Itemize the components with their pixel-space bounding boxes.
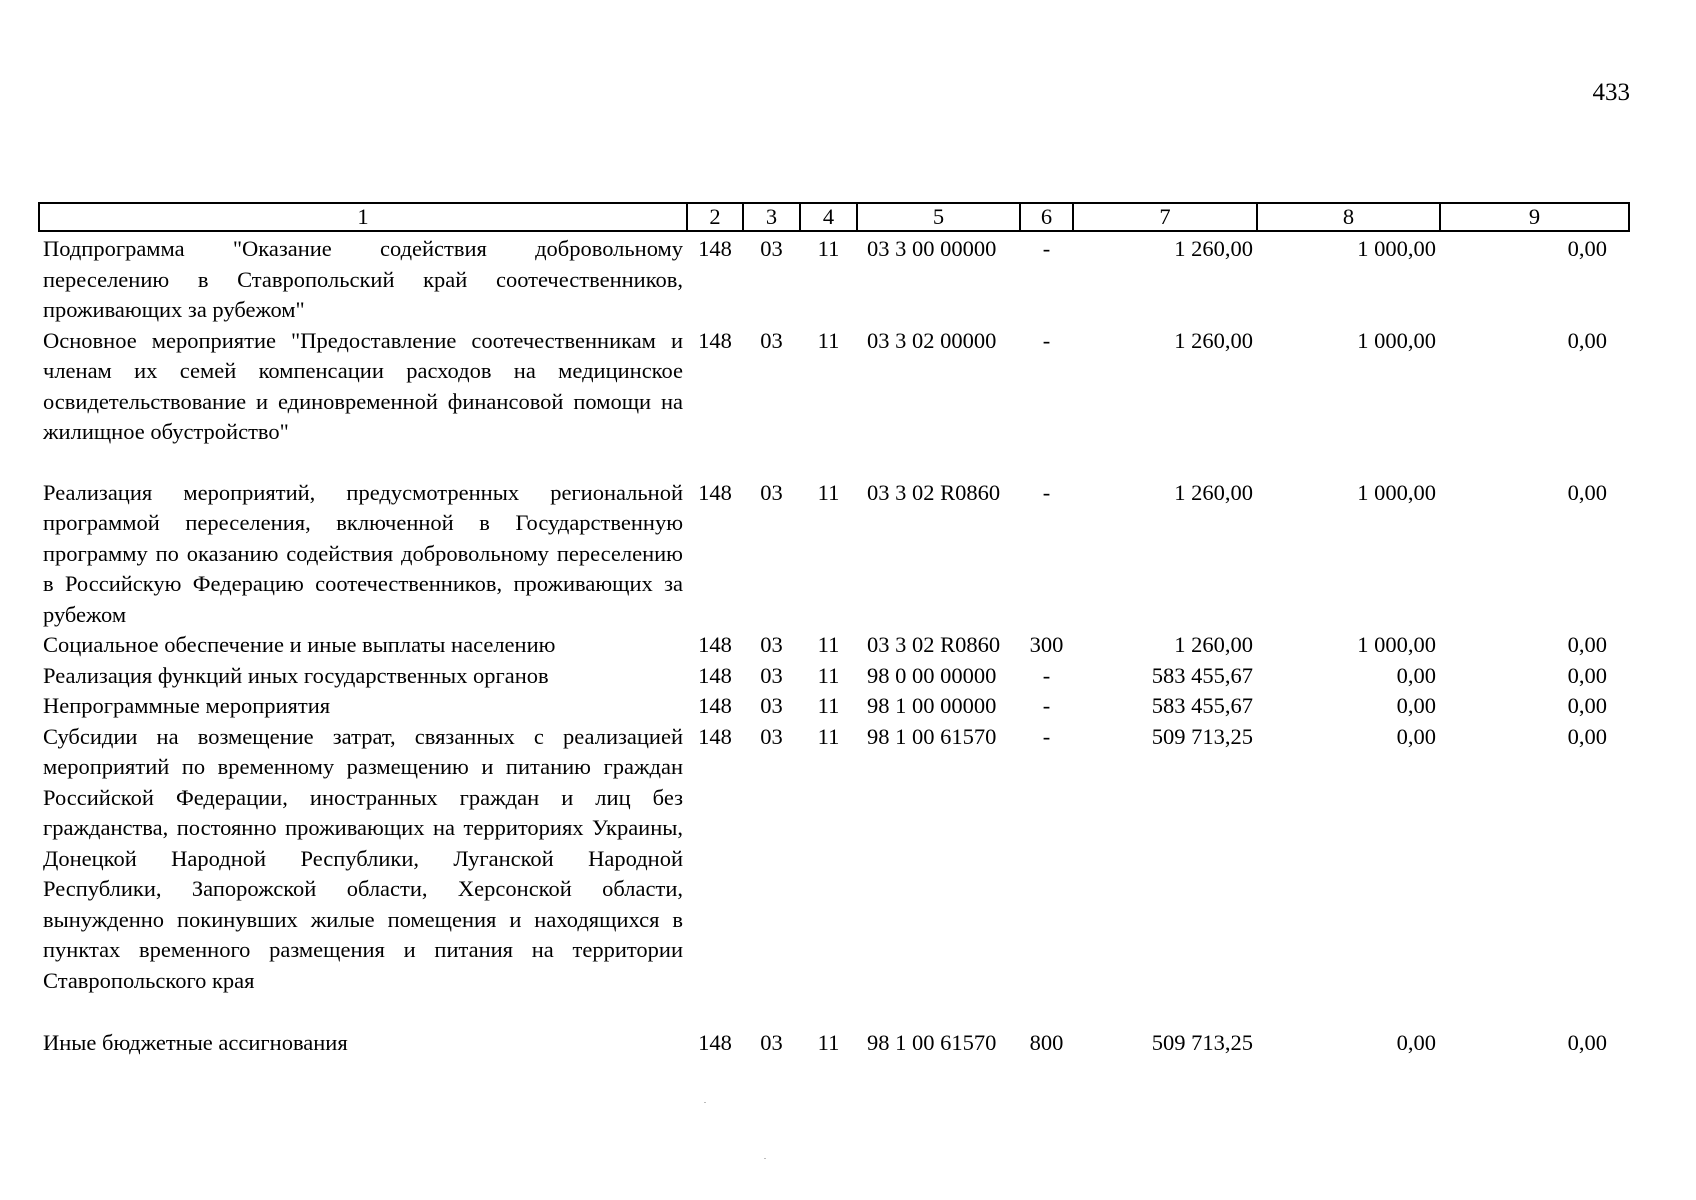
table-row	[39, 691, 1629, 722]
cell-col9: 0,00	[1567, 327, 1607, 353]
header-row	[39, 203, 1629, 231]
cell-col8: 0,00	[1396, 1030, 1436, 1055]
scan-speck	[764, 1158, 766, 1159]
cell-col4: 11	[817, 1030, 840, 1055]
cell-col3: 03	[760, 479, 783, 505]
row-name: Социальное обеспечение и иные выплаты населению	[43, 632, 556, 657]
cell-col9: 0,00	[1567, 693, 1607, 718]
cell-col7: 1 260,00	[1174, 479, 1253, 505]
cell-col6: -	[1042, 327, 1051, 353]
table-row	[39, 630, 1629, 661]
column-header-5: 5	[857, 203, 1020, 231]
cell-col6: -	[1042, 236, 1051, 261]
cell-col2: 148	[698, 1030, 732, 1055]
cell-col4: 11	[817, 479, 840, 505]
cell-col5: 98 1 00 00000	[867, 693, 997, 718]
cell-col8: 0,00	[1396, 693, 1436, 718]
cell-col5: 98 1 00 61570	[867, 723, 997, 749]
table-row	[39, 722, 1629, 997]
cell-col6: 300	[1029, 632, 1064, 657]
cell-col3: 03	[760, 693, 783, 718]
cell-col2: 148	[698, 236, 732, 261]
column-header-4: 4	[800, 203, 857, 231]
cell-col9: 0,00	[1567, 632, 1607, 657]
cell-col7: 1 260,00	[1174, 236, 1253, 261]
cell-col8: 0,00	[1396, 662, 1436, 688]
row-name: Реализация мероприятий, предусмотренных региональной программой переселения, включенной в Государственную программу по оказанию содействия добровольному переселению в Российскую Федерацию соотечественников, проживающих за рубежом	[43, 479, 683, 627]
cell-col3: 03	[760, 632, 783, 657]
cell-col7: 583 455,67	[1151, 693, 1253, 718]
cell-col6: -	[1042, 723, 1051, 749]
cell-col6: -	[1042, 662, 1051, 688]
spacer-row	[39, 448, 1629, 478]
cell-col4: 11	[817, 693, 840, 718]
table-row	[39, 1028, 1629, 1059]
column-header-8: 8	[1257, 203, 1440, 231]
cell-col9: 0,00	[1567, 723, 1607, 749]
cell-col7: 1 260,00	[1174, 632, 1253, 657]
row-name: Иные бюджетные ассигнования	[43, 1030, 348, 1055]
cell-col7: 509 713,25	[1151, 1030, 1253, 1055]
cell-col3: 03	[760, 1030, 783, 1055]
table-row	[39, 231, 1629, 326]
cell-col4: 11	[817, 662, 840, 688]
cell-col2: 148	[698, 479, 732, 505]
spacer-row	[39, 996, 1629, 1028]
cell-col8: 1 000,00	[1357, 632, 1436, 657]
cell-col2: 148	[698, 327, 732, 353]
table-row	[39, 661, 1629, 692]
cell-col5: 03 3 00 00000	[867, 236, 997, 261]
column-header-6: 6	[1020, 203, 1073, 231]
budget-table	[38, 202, 1630, 1059]
cell-col5: 03 3 02 R0860	[867, 632, 1001, 657]
cell-col6: -	[1042, 479, 1051, 505]
table-row	[39, 478, 1629, 631]
cell-col5: 03 3 02 00000	[867, 327, 997, 353]
cell-col9: 0,00	[1567, 1030, 1607, 1055]
cell-col8: 1 000,00	[1357, 479, 1436, 505]
cell-col3: 03	[760, 236, 783, 261]
cell-col8: 1 000,00	[1357, 327, 1436, 353]
cell-col9: 0,00	[1567, 236, 1607, 261]
cell-col6: -	[1042, 693, 1051, 718]
cell-col5: 98 0 00 00000	[867, 662, 997, 688]
cell-col3: 03	[760, 327, 783, 353]
cell-col4: 11	[817, 632, 840, 657]
column-header-1: 1	[39, 203, 687, 231]
cell-col4: 11	[817, 236, 840, 261]
column-header-3: 3	[743, 203, 800, 231]
cell-col3: 03	[760, 723, 783, 749]
cell-col8: 1 000,00	[1357, 236, 1436, 261]
cell-col2: 148	[698, 662, 732, 688]
row-name: Подпрограмма "Оказание содействия добровольному переселению в Ставропольский край соотечественников, проживающих за рубежом"	[43, 236, 683, 322]
cell-col2: 148	[698, 723, 732, 749]
row-name: Реализация функций иных государственных органов	[43, 662, 549, 688]
row-name: Непрограммные мероприятия	[43, 693, 331, 718]
cell-col4: 11	[817, 327, 840, 353]
scan-speck	[704, 1102, 706, 1103]
page-number: 433	[1592, 79, 1630, 106]
cell-col5: 03 3 02 R0860	[867, 479, 1001, 505]
cell-col7: 583 455,67	[1151, 662, 1253, 688]
cell-col2: 148	[698, 693, 732, 718]
column-header-9: 9	[1440, 203, 1629, 231]
cell-col4: 11	[817, 723, 840, 749]
cell-col3: 03	[760, 662, 783, 688]
row-name: Субсидии на возмещение затрат, связанных с реализацией мероприятий по временному размещению и питанию граждан Российской Федерации, иностранных граждан и лиц без гражданства, постоянно проживающих на территориях Украины, Донецкой Народной Республики, Луганской Народной Республики, Запорожской области, Херсонской области, вынужденно покинувших жилые помещения и находящихся в пунктах временного размещения и питания на территории Ставропольского края	[43, 723, 683, 993]
cell-col9: 0,00	[1567, 662, 1607, 688]
cell-col5: 98 1 00 61570	[867, 1030, 997, 1055]
column-header-2: 2	[687, 203, 743, 231]
row-name: Основное мероприятие "Предоставление соотечественникам и членам их семей компенсации расходов на медицинское освидетельствование и единовременной финансовой помощи на жилищное обустройство"	[43, 327, 683, 444]
cell-col7: 1 260,00	[1174, 327, 1253, 353]
cell-col7: 509 713,25	[1151, 723, 1253, 749]
table-row	[39, 326, 1629, 448]
column-header-7: 7	[1073, 203, 1257, 231]
cell-col2: 148	[698, 632, 732, 657]
cell-col9: 0,00	[1567, 479, 1607, 505]
cell-col8: 0,00	[1396, 723, 1436, 749]
cell-col6: 800	[1029, 1030, 1064, 1055]
